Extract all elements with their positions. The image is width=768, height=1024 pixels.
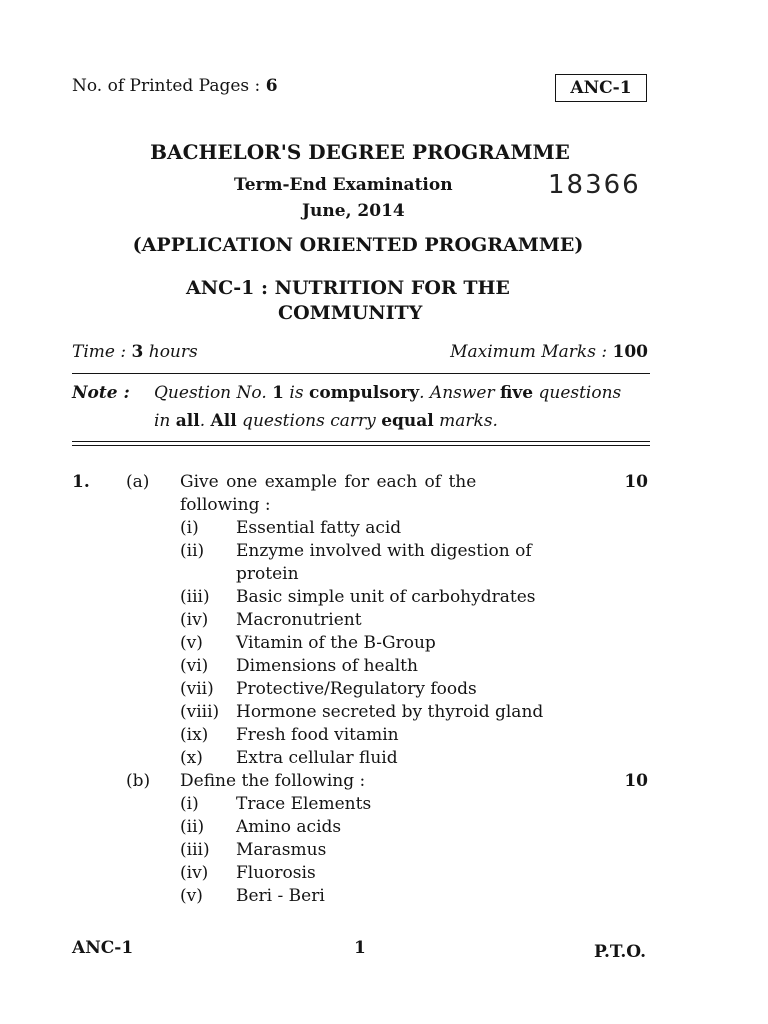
part-a-marks: 10: [624, 472, 648, 492]
note-text: in: [154, 411, 176, 431]
max-marks-value: 100: [612, 342, 648, 362]
list-item-number: (x): [180, 748, 203, 768]
note-text: five: [500, 383, 534, 403]
footer-page-number: 1: [354, 938, 366, 958]
list-item-number: (i): [180, 518, 199, 538]
list-item-text: Extra cellular fluid: [236, 748, 398, 768]
list-item-number: (vi): [180, 656, 209, 676]
printed-pages-label: No. of Printed Pages :: [72, 76, 266, 96]
list-item-text: Fresh food vitamin: [236, 725, 399, 745]
list-item-text: Amino acids: [236, 817, 342, 837]
divider-double-upper: [72, 441, 650, 442]
note-text: questions: [533, 383, 622, 403]
time-allowed: [72, 342, 198, 362]
list-item-number: (ix): [180, 725, 209, 745]
note-text: .: [199, 411, 211, 431]
list-item-text: Beri - Beri: [236, 886, 325, 906]
note-text: . Answer: [419, 383, 501, 403]
note-text: 1: [272, 383, 284, 403]
time-value: 3: [131, 342, 144, 362]
part-b-label: (b): [126, 771, 151, 791]
part-b-marks: 10: [624, 771, 648, 791]
sub-programme-title: (APPLICATION ORIENTED PROGRAMME): [132, 234, 584, 256]
part-a-prompt-line2: following :: [180, 495, 271, 515]
time-label: Time :: [72, 342, 132, 362]
note-text: is: [284, 383, 309, 403]
list-item-text: Essential fatty acid: [236, 518, 402, 538]
note-label: Note :: [72, 383, 130, 403]
footer-pto: P.T.O.: [594, 942, 646, 962]
footer-paper-code: ANC-1: [72, 938, 134, 958]
list-item-number: (v): [180, 633, 203, 653]
list-item-text: Macronutrient: [236, 610, 362, 630]
list-item-text: Vitamin of the B-Group: [236, 633, 436, 653]
list-item-number: (ii): [180, 541, 205, 561]
list-item-number: (viii): [180, 702, 220, 722]
note-line-1: [154, 383, 621, 403]
list-item-number: (iv): [180, 863, 209, 883]
list-item-text: Protective/Regulatory foods: [236, 679, 477, 699]
list-item-text: Fluorosis: [236, 863, 316, 883]
question-number: 1.: [72, 472, 90, 492]
list-item-number: (v): [180, 886, 203, 906]
serial-number: 18366: [548, 170, 641, 200]
list-item-number: (iv): [180, 610, 209, 630]
list-item-number: (iii): [180, 840, 210, 860]
note-text: Question No.: [154, 383, 273, 403]
note-text: all: [175, 411, 200, 431]
note-text: All: [210, 411, 237, 431]
paper-code-box: [555, 74, 647, 102]
list-item-text: Dimensions of health: [236, 656, 418, 676]
list-item-text: protein: [236, 564, 299, 584]
note-line-2: [154, 411, 498, 431]
time-unit: hours: [143, 342, 198, 362]
list-item-number: (ii): [180, 817, 205, 837]
programme-title: BACHELOR'S DEGREE PROGRAMME: [150, 140, 570, 164]
list-item-text: Hormone secreted by thyroid gland: [236, 702, 544, 722]
printed-pages-value: 6: [265, 76, 278, 96]
printed-pages-count: [72, 76, 278, 96]
divider-double-lower: [72, 445, 650, 446]
list-item-text: Enzyme involved with digestion of: [236, 541, 532, 561]
max-marks-label: Maximum Marks :: [450, 342, 613, 362]
list-item-text: Basic simple unit of carbohydrates: [236, 587, 536, 607]
list-item-number: (vii): [180, 679, 214, 699]
course-title-line1: ANC-1 : NUTRITION FOR THE: [186, 277, 510, 299]
note-text: equal: [381, 411, 434, 431]
exam-date: June, 2014: [302, 201, 405, 221]
exam-title: Term-End Examination: [234, 175, 453, 195]
note-text: questions carry: [236, 411, 382, 431]
divider-top: [72, 373, 650, 374]
part-a-prompt-line1: Give one example for each of the: [180, 472, 477, 492]
list-item-number: (iii): [180, 587, 210, 607]
paper-code: ANC-1: [570, 78, 632, 98]
note-text: compulsory: [308, 383, 420, 403]
maximum-marks: [450, 342, 648, 362]
list-item-text: Marasmus: [236, 840, 327, 860]
note-text: marks.: [433, 411, 498, 431]
part-a-label: (a): [126, 472, 150, 492]
course-title-line2: COMMUNITY: [278, 302, 423, 324]
part-b-prompt: Define the following :: [180, 771, 366, 791]
list-item-text: Trace Elements: [236, 794, 372, 814]
list-item-number: (i): [180, 794, 199, 814]
